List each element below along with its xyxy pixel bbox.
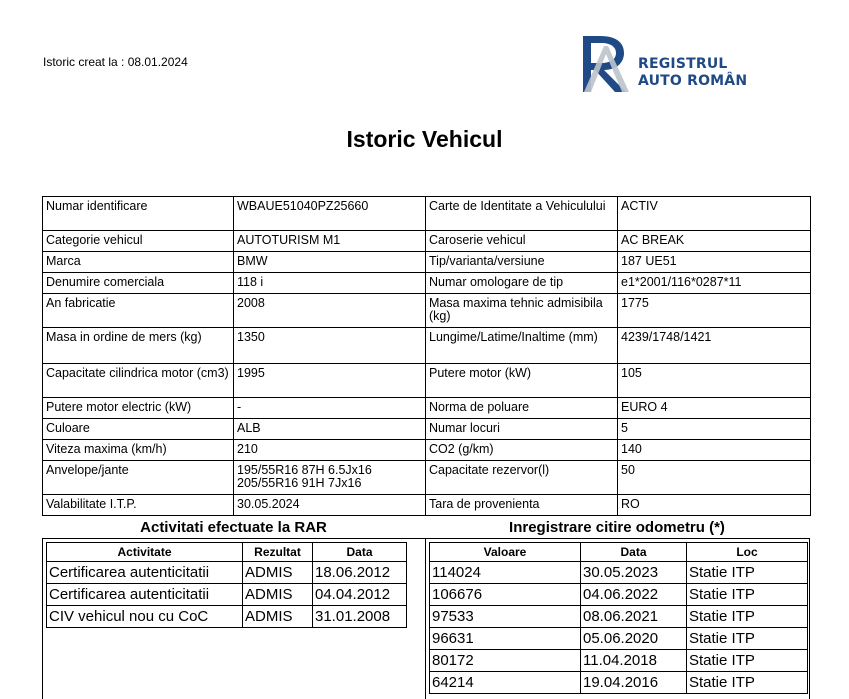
table-cell: Certificarea autenticitatii [47,584,243,606]
table-cell: 96631 [430,628,581,650]
table-cell: Statie ITP [687,584,808,606]
activities-box [42,538,426,699]
table-cell: ADMIS [243,584,313,606]
info-value: 140 [618,440,811,461]
info-value: 1350 [234,328,426,364]
info-value: 118 i [234,273,426,294]
info-value: AC BREAK [618,231,811,252]
info-value: EURO 4 [618,398,811,419]
info-label: Carte de Identitate a Vehiculului [426,197,618,231]
table-cell: Statie ITP [687,650,808,672]
info-label: Masa in ordine de mers (kg) [43,328,234,364]
info-value: 105 [618,364,811,398]
info-label: Putere motor electric (kW) [43,398,234,419]
odometer-row [430,562,808,584]
info-label: Capacitate cilindrica motor (cm3) [43,364,234,398]
rar-logo [580,32,760,94]
table-cell: 08.06.2021 [581,606,687,628]
info-row [43,328,811,364]
info-value: AUTOTURISM M1 [234,231,426,252]
info-label: Numar locuri [426,419,618,440]
info-value: 2008 [234,294,426,328]
table-cell: 114024 [430,562,581,584]
odometer-row [430,672,808,694]
table-cell: 31.01.2008 [313,606,407,628]
info-row [43,398,811,419]
info-label: Caroserie vehicul [426,231,618,252]
info-value: 30.05.2024 [234,495,426,516]
activity-row [47,584,407,606]
table-cell: 106676 [430,584,581,606]
activity-row [47,606,407,628]
odometer-row [430,606,808,628]
table-cell: 05.06.2020 [581,628,687,650]
info-row [43,197,811,231]
info-label: Anvelope/jante [43,461,234,495]
info-label: Numar omologare de tip [426,273,618,294]
info-value: RO [618,495,811,516]
table-cell: Statie ITP [687,562,808,584]
logo-line-2: AUTO ROMÂN [638,73,748,89]
table-cell: Statie ITP [687,672,808,694]
table-cell: 97533 [430,606,581,628]
info-value: 210 [234,440,426,461]
info-label: Viteza maxima (km/h) [43,440,234,461]
table-cell: Statie ITP [687,606,808,628]
table-cell: ADMIS [243,562,313,584]
info-value: 195/55R16 87H 6.5Jx16 205/55R16 91H 7Jx16 [234,461,426,495]
activities-table [46,542,407,628]
info-label: Denumire comerciala [43,273,234,294]
table-cell: CIV vehicul nou cu CoC [47,606,243,628]
info-row [43,273,811,294]
table-cell: 80172 [430,650,581,672]
info-value: 1775 [618,294,811,328]
table-cell: 19.04.2016 [581,672,687,694]
table-cell: 04.06.2022 [581,584,687,606]
info-label: Lungime/Latime/Inaltime (mm) [426,328,618,364]
odometer-row [430,650,808,672]
info-label: Categorie vehicul [43,231,234,252]
logo-line-1: REGISTRUL [638,56,728,72]
odometer-row [430,628,808,650]
info-value: ACTIV [618,197,811,231]
info-label: An fabricatie [43,294,234,328]
info-value: 4239/1748/1421 [618,328,811,364]
info-row [43,364,811,398]
info-value: BMW [234,252,426,273]
info-label: Putere motor (kW) [426,364,618,398]
info-row [43,419,811,440]
info-label: Marca [43,252,234,273]
info-label: Numar identificare [43,197,234,231]
column-header: Loc [687,543,808,562]
odometer-table [429,542,808,694]
column-header: Data [313,543,407,562]
info-label: Capacitate rezervor(l) [426,461,618,495]
info-label: Tara de provenienta [426,495,618,516]
history-created-date: Istoric creat la : 08.01.2024 [43,55,188,69]
table-cell: ADMIS [243,606,313,628]
info-value: 5 [618,419,811,440]
column-header: Data [581,543,687,562]
info-row [43,294,811,328]
column-header: Rezultat [243,543,313,562]
activities-heading: Activitati efectuate la RAR [140,519,327,536]
table-cell: Certificarea autenticitatii [47,562,243,584]
info-value: WBAUE51040PZ25660 [234,197,426,231]
vehicle-info-table [42,196,811,516]
info-value: ALB [234,419,426,440]
info-label: Norma de poluare [426,398,618,419]
info-row [43,231,811,252]
column-header: Activitate [47,543,243,562]
info-row [43,440,811,461]
table-cell: Statie ITP [687,628,808,650]
table-cell: 18.06.2012 [313,562,407,584]
info-label: CO2 (g/km) [426,440,618,461]
info-row [43,495,811,516]
info-value: 187 UE51 [618,252,811,273]
info-label: Valabilitate I.T.P. [43,495,234,516]
odometer-heading: Inregistrare citire odometru (*) [509,519,725,536]
info-label: Masa maxima tehnic admisibila (kg) [426,294,618,328]
table-cell: 30.05.2023 [581,562,687,584]
info-value: 1995 [234,364,426,398]
info-label: Culoare [43,419,234,440]
rar-logo-icon [580,32,638,94]
column-header: Valoare [430,543,581,562]
page-title: Istoric Vehicul [346,126,503,152]
info-row [43,461,811,495]
info-value: e1*2001/116*0287*11 [618,273,811,294]
odometer-box [425,538,810,699]
table-cell: 11.04.2018 [581,650,687,672]
odometer-row [430,584,808,606]
activity-row [47,562,407,584]
info-label: Tip/varianta/versiune [426,252,618,273]
info-value: 50 [618,461,811,495]
info-row [43,252,811,273]
table-cell: 64214 [430,672,581,694]
info-value: - [234,398,426,419]
table-cell: 04.04.2012 [313,584,407,606]
